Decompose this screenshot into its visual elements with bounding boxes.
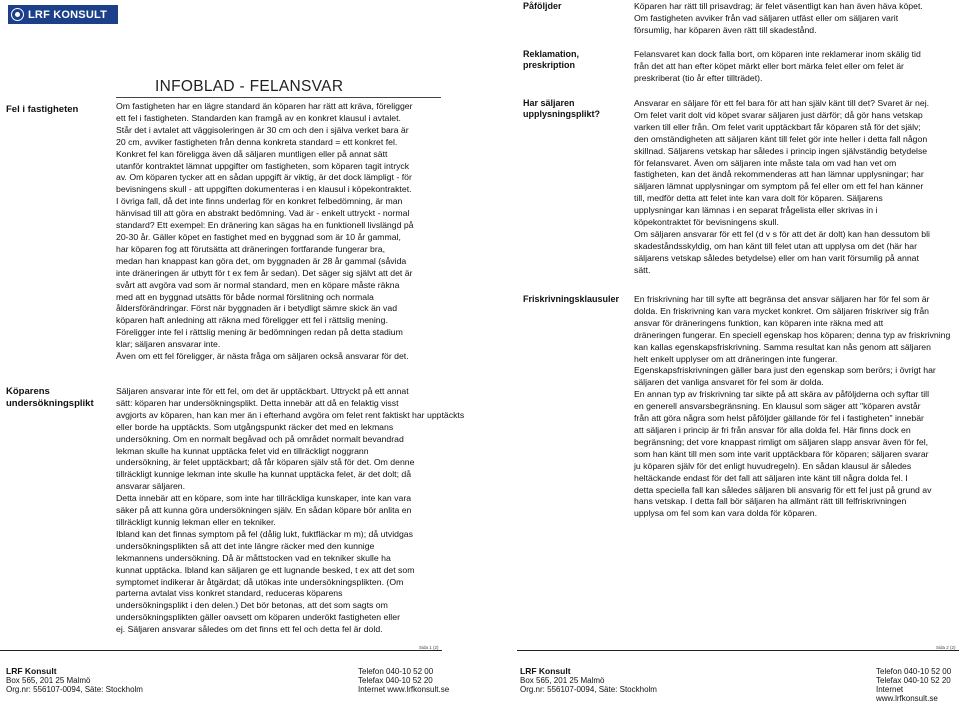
body-line: upplysa om fel som kan vara dolda för köparen. — [634, 508, 818, 519]
section-body-friskrivning — [634, 294, 956, 520]
body-line: 20-30 år. Gäller köpet en fastighet med en byggnad som är 10 år gammal, — [116, 231, 401, 242]
footer-rule-2 — [517, 650, 959, 651]
title-divider — [116, 97, 441, 98]
body-line: helt enkelt upplyser om att dräneringen inte fungerar. — [634, 353, 838, 364]
body-line: Detta innebär att en köpare, som inte har tillräckliga kunskaper, inte kan vara — [116, 493, 412, 504]
footer-right — [358, 667, 449, 694]
footer-phone-2: Telefon 040-10 52 00 — [876, 667, 952, 676]
section-body-upplysningsplikt — [634, 98, 956, 277]
body-line: säljaren det vanliga ansvaret för fel som är dolda. — [634, 377, 824, 388]
body-line: varken till eller från. Om felet varit upptäckbart får köparen stå för det själv; — [634, 121, 921, 132]
body-line: undersökningsplikt i den delen.) Det bör betonas, att det som sagts om — [116, 600, 388, 611]
logo-text: LRF KONSULT — [28, 8, 107, 21]
body-line: Säljaren ansvarar inte för ett fel, om det är upptäckbart. Uttryckt på ett annat — [116, 386, 409, 396]
body-line: ansvarar säljaren. — [116, 481, 186, 492]
section-body-pafoljder — [634, 1, 956, 37]
body-line: tillräckligt kunnige lekman inte skulle ha kunnat upptäcka felet, är det dolt; då — [116, 469, 412, 480]
body-line: för felansvaret. Även om säljaren inte måste tala om vad han vet om — [634, 157, 897, 168]
body-line: från det att han efter köpet märkt eller bort märka felet eller om felet är — [634, 60, 904, 71]
body-line: medan han knappast kan göra det, om byggnaden är 28 år gammal (såvida — [116, 255, 407, 266]
body-line: hans vetskap. I detta fall bör säljaren ha allmänt rätt till felfriskrivningen — [634, 496, 907, 507]
footer-org: Org.nr: 556107-0094, Säte: Stockholm — [6, 685, 143, 694]
body-line: eller borde ha upptäckts. Som utgångspunkt räcker det med en lekmans — [116, 421, 394, 432]
body-line: 20 cm, avviker fastigheten från denna konkreta standard = ett konkret fel. — [116, 136, 398, 147]
body-line: av. Om köparen tycker att en sådan uppgift är viktig, är det dock lämpligt - för — [116, 172, 412, 183]
body-line: säljaren lämnat upplysningar om symptom på fel eller om ett fel han känner — [634, 181, 924, 192]
body-line: undersökningsplikten gäller oavsett om köparen underökt fastigheten eller — [116, 612, 400, 623]
body-line: skadeståndsskyldig, om han känt till felet utan att upplysa om det (här har — [634, 240, 917, 251]
body-line: Om fastigheten har en lägre standard än köparen har rätt att kräva, föreligger — [116, 101, 413, 111]
body-line: Står det i avtalet att väggisoleringen är 30 cm och den i själva verket bara är — [116, 124, 409, 135]
body-line: dräneringen fungerar. En speciell egenskap hos köparen; denna typ av friskrivning — [634, 329, 951, 340]
body-line: sätt: köparen har undersökningsplikt. Detta innebär att då en felaktig visst — [116, 397, 399, 408]
body-line: en generell ansvarsbegränsning. En klausul som säger att "köparen avstår — [634, 401, 921, 412]
footer-right-2 — [876, 667, 959, 703]
body-line: En friskrivning har till syfte att begränsa det ansvar säljaren har för fel som är — [634, 294, 930, 304]
footer-web: Internet www.lrfkonsult.se — [358, 685, 450, 694]
body-line: kan kallas egenskapsfriskrivning. Samma resultat kan nås genom att säljaren — [634, 341, 931, 352]
body-line: lekmannens undersökning. Då är måttstocken vad en tekniker skulle ha — [116, 552, 391, 563]
body-line: köparen haft anledning att räkna med föreligger ett fel i rättslig mening. — [116, 315, 388, 326]
body-line: hänvisad till att göra en abstrakt bedömning. Vad är - enkelt uttryckt - normal — [116, 208, 410, 219]
section-label-reklamation: Reklamation, preskription — [523, 49, 580, 70]
body-line: utanför kontraktet lämnat uppgifter om fastigheten, som köparen tagit intryck — [116, 160, 410, 171]
page-number: Sida 1 (2) — [419, 645, 439, 650]
body-line: åldersförändringar. Först när byggnaden är i betydligt sämre skick än vad — [116, 303, 398, 314]
body-line: ej. Säljaren ansvarar således om det finns ett fel och detta fel är dold. — [116, 624, 383, 635]
footer-fax: Telefax 040-10 52 20 — [358, 676, 433, 685]
section-body-undersokningsplikt — [116, 386, 465, 636]
body-line: med att en byggnad utsätts för både normal förslitning och normala — [116, 291, 374, 302]
body-line: Ibland kan det finnas symptom på fel (dålig lukt, fuktfläckar m m); då utvidgas — [116, 528, 413, 539]
body-line: Föreligger inte fel i rättslig mening är bedömningen redan på detta stadium — [116, 327, 403, 338]
body-line: Om fastigheten avviker från vad säljaren utfäst eller om säljaren varit — [634, 12, 899, 23]
page-title: INFOBLAD - FELANSVAR — [155, 78, 344, 95]
body-line: Egenskapsfriskrivningen gäller bara just den egenskap som berörs; i övrigt har — [634, 365, 936, 376]
section-label-undersokningsplikt: Köparens undersökningsplikt — [6, 386, 94, 409]
body-line: skillnad. Säljarens vetskap har således i princip ingen självständig betydelse — [634, 145, 928, 156]
body-line: säker på att kunna göra undersökningen själv. En sådan köpare bör anlita en — [116, 505, 412, 516]
body-line: Ansvarar en säljare för ett fel bara för att han själv känt till det? Svaret är nej. — [634, 98, 930, 108]
body-line: till, medför detta att felet inte kan vara dolt för köparen. Säljarens — [634, 193, 883, 204]
body-line: standard? Ett exempel: En dränering kan sägas ha en funktionell livslängd på — [116, 220, 414, 231]
body-line: säljarens vetskap således betydelse) eller om han varit försumlig på annat — [634, 252, 919, 263]
body-line: försumlig, har köparen även rätt till skadestånd. — [634, 24, 817, 35]
logo-mark-icon — [11, 8, 24, 21]
section-label-pafoljder: Påföljder — [523, 1, 562, 11]
footer-left-2 — [520, 667, 657, 694]
body-line: dolda. En friskrivning kan vara mycket konkret. Om säljaren friskriver sig från — [634, 305, 929, 316]
section-body-reklamation — [634, 49, 956, 85]
body-line: kunnat upptäcka. Ibland kan säljaren ge ett lugnande besked, t ex att det som — [116, 564, 415, 575]
footer-fax-2: Telefax 040-10 52 20 — [876, 676, 951, 685]
body-line: inte dräneringen är utbytt för t ex fem år sedan). Det säger sig självt att det är — [116, 267, 413, 278]
body-line: undersökning, är felet upptäckbart; då får köparen själv stå för det. Om denne — [116, 457, 415, 468]
body-line: sätt. — [634, 264, 651, 275]
body-line: symptomet indikerar är åtgärdat; då utökas inte undersökningsplikten. (Om — [116, 576, 404, 587]
body-line: den omständigheten att säljaren känt till felet gör inte heller i detta fall någon — [634, 133, 928, 144]
body-line: Felansvaret kan dock falla bort, om köparen inte reklamerar inom skälig tid — [634, 49, 921, 59]
footer-rule — [0, 650, 442, 651]
body-line: bevisningens skull - att uppgiften dokumenteras i en klausul i köpekontraktet. — [116, 184, 412, 195]
footer-address: Box 565, 201 25 Malmö — [6, 676, 91, 685]
body-line: I övriga fall, då det inte finns underlag för en konkret felbedömning, är man — [116, 196, 403, 207]
section-label-friskrivning: Friskrivningsklausuler — [523, 294, 620, 304]
body-line: Om felet varit dolt vid köpet svarar säljaren just därför; då gör hans vetskap — [634, 109, 923, 120]
footer-company: LRF Konsult — [6, 666, 57, 676]
body-line: har köparen fog att förutsätta att dräneringen fortfarande fungerar bra, — [116, 243, 385, 254]
body-line: parterna avtalat viss konkret standard, reduceras köparens — [116, 588, 343, 599]
section-body-fel — [116, 101, 448, 363]
body-line: Konkret fel kan föreligga även då säljaren muntligen eller på annat sätt — [116, 148, 388, 159]
section-label-upplysningsplikt: Har säljaren upplysningsplikt? — [523, 98, 601, 119]
body-line: Även om ett fel föreligger, är nästa fråga om säljaren också ansvarar för det. — [116, 351, 409, 362]
body-line: som han känt till men som inte varit upptäckbara för köparen; säljaren svarar — [634, 448, 929, 459]
body-line: tillräckligt kunnig lekman eller en tekniker. — [116, 516, 276, 527]
body-line: ju köparen själv för det enligt huvudregeln). En sådan klausul är således — [634, 460, 912, 471]
footer-address-2: Box 565, 201 25 Malmö — [520, 676, 605, 685]
body-line: köpekontraktet för bevisningens skull. — [634, 217, 779, 228]
body-line: Köparen har rätt till prisavdrag; är felet väsentligt kan han även häva köpet. — [634, 1, 923, 11]
body-line: att säljaren i princip är fri från ansvar för alla dolda fel. Här finns dock en — [634, 424, 911, 435]
body-line: ett fel i fastigheten. Standarden kan framgå av en konkret klausul i avtalet. — [116, 112, 401, 123]
footer-phone: Telefon 040-10 52 00 — [358, 667, 434, 676]
footer-web-2: Internet www.lrfkonsult.se — [876, 685, 938, 703]
body-line: avgjorts av köparen, han kan mer än i efterhand avgöra om felet rent faktiskt har upptäckts — [116, 409, 465, 420]
body-line: heltäckande endast för det fall att säljaren inte känt till några dolda fel. I — [634, 472, 908, 483]
footer-left — [6, 667, 143, 694]
body-line: Om säljaren ansvarar för ett fel (d v s för att det är dolt) kan han dessutom bli — [634, 228, 930, 239]
body-line: undersökningsplikten så att det inte längre räcker med den kunnige — [116, 540, 375, 551]
body-line: detta speciella fall kan således säljaren bli ansvarig för ett fel just på grund av — [634, 484, 932, 495]
body-line: En annan typ av friskrivning tar sikte på att skära av påföljderna och syftar till — [634, 389, 930, 400]
footer-company-2: LRF Konsult — [520, 666, 571, 676]
body-line: fastigheten, kan det ändå rekommenderas att han lämnar upplysningar; har — [634, 169, 924, 180]
body-line: lekman skulle ha kunnat upptäcka felet vid en tillräckligt noggrann — [116, 445, 369, 456]
body-line: klar; säljaren ansvarar inte. — [116, 339, 221, 350]
body-line: undersökning. Om en normalt begåvad och på området normalt bevandrad — [116, 433, 404, 444]
body-line: upplysningar kan lämnas i en separat frågelista eller skrivas in i — [634, 205, 878, 216]
body-line: preskriberat (tio år efter tillträdet). — [634, 72, 763, 83]
footer-org-2: Org.nr: 556107-0094, Säte: Stockholm — [520, 685, 657, 694]
body-line: svårt att avgöra vad som är normal standard, men en köpare måste räkna — [116, 279, 400, 290]
page-number-2: Sida 2 (2) — [936, 645, 956, 650]
section-label-fel: Fel i fastigheten — [6, 104, 79, 115]
logo — [8, 5, 118, 24]
body-line: ansvar för dräneringens funktion, kan köparen inte räkna med att — [634, 317, 884, 328]
body-line: från att göra några som helst påföljder gällande för fel i fastigheten" innebär — [634, 413, 924, 424]
body-line: begränsning; det vore knappast rimligt om säljaren slapp ansvar även för fel, — [634, 436, 929, 447]
